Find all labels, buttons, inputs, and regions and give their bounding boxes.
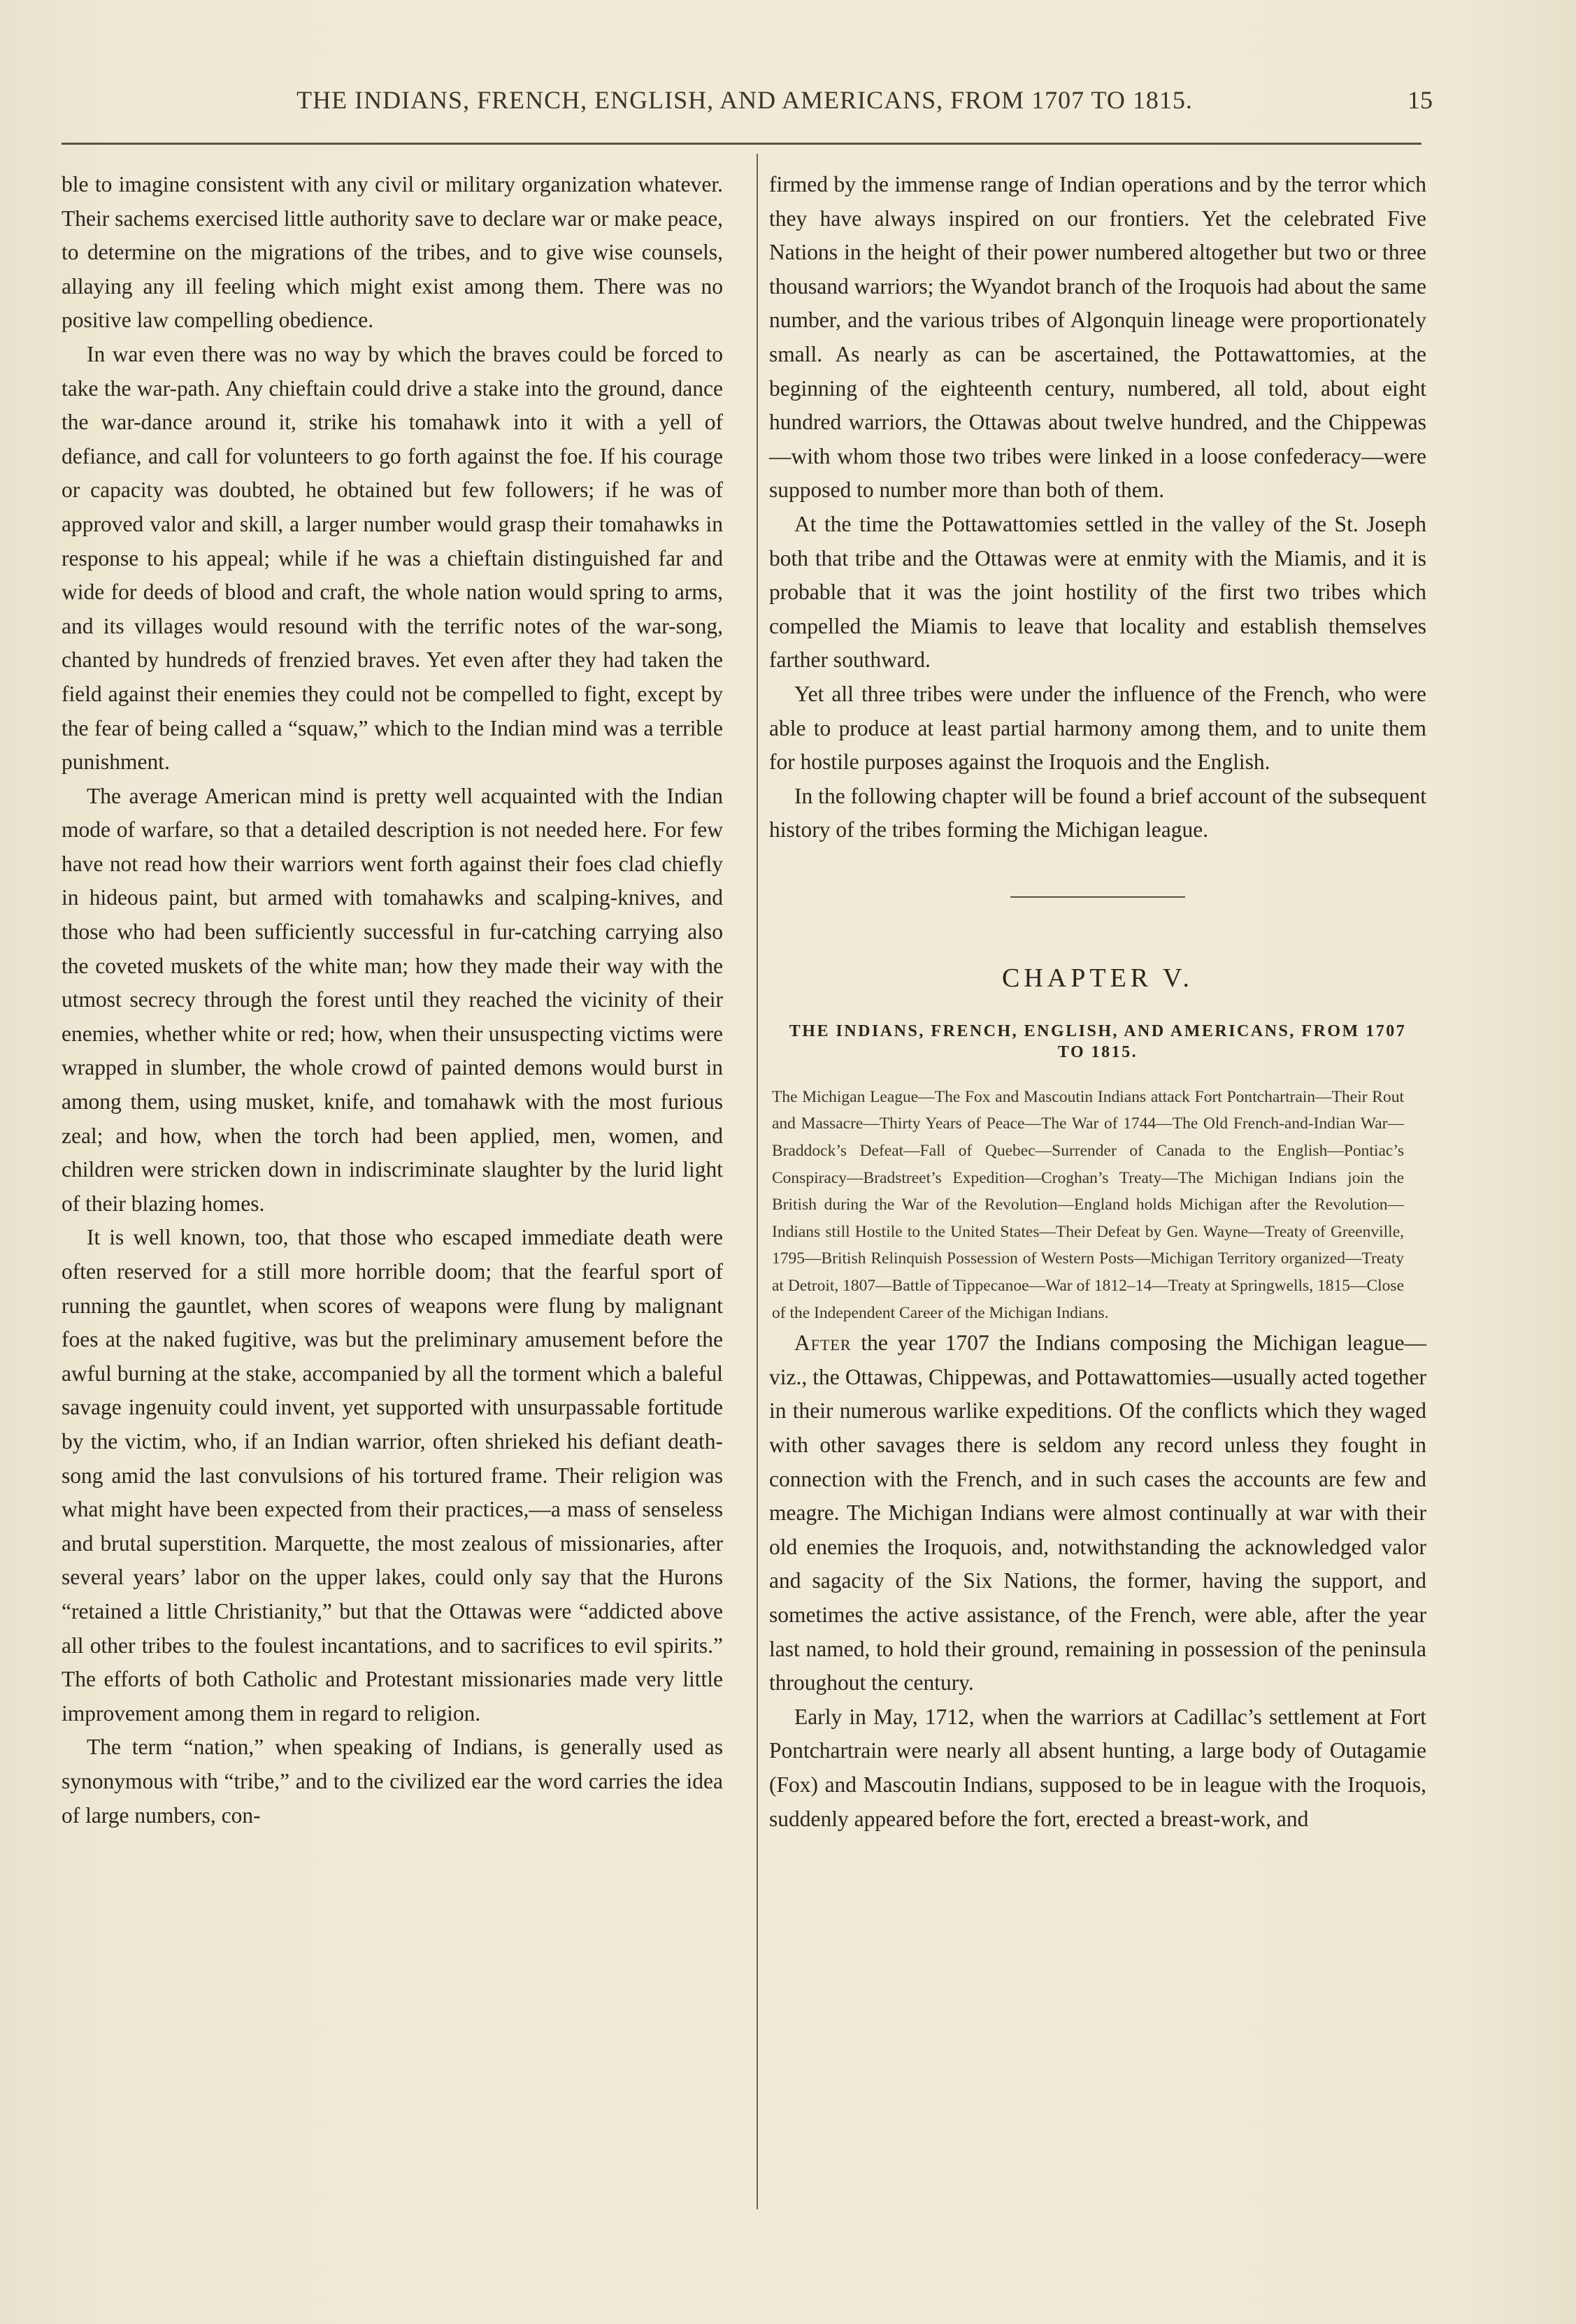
chapter-body-paragraph-1 xyxy=(769,1326,1426,1700)
right-paragraph-2: At the time the Pottawattomies settled in the valley of the St. Joseph both that tribe and the Ottawas were at enmity with the Miamis, and it is probable that it was the joint hostility of the first two tribes which compelled the Miamis to leave that locality and establish themselves farther southward. xyxy=(769,511,1426,673)
chapter-summary-text: The Michigan League—The Fox and Mascoutin Indians attack Fort Pontchartrain—Their Rout and Massacre—Thirty Years of Peace—The War of 1744—The Old French-and-Indian War—Braddock’s Defeat—Fall of Quebec—Surrender of Canada to the English—Pontiac’s Conspiracy—Bradstreet’s Expedition—Croghan’s Treaty—The Michigan Indians join the British during the War of the Revolution—England holds Michigan after the Revolution—Indians still Hostile to the United States—Their Defeat by Gen. Wayne—Treaty of Greenville, 1795—British Relinquish Possession of Western Posts—Michigan Territory organized—Treaty at Detroit, 1807—Battle of Tippecanoe—War of 1812–14—Treaty at Springwells, 1815—Close of the Independent Career of the Michigan Indians. xyxy=(772,1087,1404,1322)
left-paragraph-2: In war even there was no way by which the braves could be forced to take the war-path. Any chieftain could drive a stake into the ground, dance the war-dance around it, strike his tomahawk into it with a yell of defiance, and call for volunteers to go forth against the foe. If his courage or capacity was doubted, he obtained but few followers; if he was of approved valor and skill, a larger number would grasp their tomahawks in response to his appeal; while if he was a chieftain distinguished far and wide for deeds of blood and craft, the whole nation would spring to arms, and its villages would resound with the terrific notes of the war-song, chanted by hundreds of frenzied braves. Yet even after they had taken the field against their enemies they could not be compelled to fight, except by the fear of being called a “squaw,” which to the Indian mind was a terrible punishment. xyxy=(62,341,723,775)
chapter-subtitle: THE INDIANS, FRENCH, ENGLISH, AND AMERICANS, FROM 1707 TO 1815. xyxy=(789,1021,1407,1061)
lead-word: After xyxy=(794,1330,852,1356)
right-paragraph-4: In the following chapter will be found a brief account of the subsequent history of the tribes forming the Michigan league. xyxy=(769,783,1426,842)
left-paragraph-5: The term “nation,” when speaking of Indians, is generally used as synonymous with “tribe,” and to the civilized ear the word carries the idea of large numbers, con- xyxy=(62,1735,723,1828)
chapter-body-paragraph-1-text: the year 1707 the Indians composing the Michigan league—viz., the Ottawas, Chippewas, and Pottawattomies—usually acted together in their numerous warlike expeditions. Of the conflicts which they waged with other savages there is seldom any record unless they fought in connection with the French, and in such cases the accounts are few and meagre. The Michigan Indians were almost continually at war with their old enemies the Iroquois, and, notwithstanding the acknowledged valor and sagacity of the Six Nations, the former, having the support, and sometimes the active assistance, of the French, were able, after the year last named, to hold their ground, remaining in possession of the peninsula throughout the century. xyxy=(769,1330,1426,1695)
right-paragraph-3: Yet all three tribes were under the influence of the French, who were able to produce at least partial harmony among them, and to unite them for hostile purposes against the Iroquois and the English. xyxy=(769,681,1426,775)
section-divider-rule xyxy=(1010,896,1185,898)
page-number: 15 xyxy=(1407,86,1433,114)
chapter-summary xyxy=(769,1084,1426,1326)
chapter-title: CHAPTER V. xyxy=(1002,963,1194,993)
left-paragraph-3: The average American mind is pretty well acquainted with the Indian mode of warfare, so that a detailed description is not needed here. For few have not read how their warriors went forth against their foes clad chiefly in hideous paint, but armed with tomahawks and scalping-knives, and those who had been sufficiently successful in fur-catching carrying also the coveted muskets of the white man; how they made their way with the utmost secrecy through the forest until they reached the vicinity of their enemies, whether white or red; how, when their unsuspecting victims were wrapped in slumber, the whole crowd of painted demons would burst in among them, using musket, knife, and tomahawk with the most furious zeal; and how, when the torch had been applied, men, women, and children were stricken down in indiscriminate slaughter by the lurid light of their blazing homes. xyxy=(62,783,723,1216)
left-paragraph-1: ble to imagine consistent with any civil or military organization whatever. Their sachems exercised little authority save to declare war or make peace, to determine on the migrations of the tribes, and to give wise counsels, allaying any ill feeling which might exist among them. There was no positive law compelling obedience. xyxy=(62,172,723,333)
right-column xyxy=(769,168,1426,1836)
header-rule xyxy=(62,143,1421,145)
running-head-title: THE INDIANS, FRENCH, ENGLISH, AND AMERICANS, FROM 1707 TO 1815. xyxy=(296,86,1193,114)
chapter-body-paragraph-2: Early in May, 1712, when the warriors at Cadillac’s settlement at Fort Pontchartrain were nearly all absent hunting, a large body of Outagamie (Fox) and Mascoutin Indians, supposed to be in league with the Iroquois, suddenly appeared before the fort, erected a breast-work, and xyxy=(769,1704,1426,1831)
left-paragraph-4: It is well known, too, that those who escaped immediate death were often reserved for a still more horrible doom; that the fearful sport of running the gauntlet, when scores of weapons were flung by malignant foes at the naked fugitive, was but the preliminary amusement before the awful burning at the stake, accompanied by all the torment which a baleful savage ingenuity could invent, yet supported with unsurpassable fortitude by the victim, who, if an Indian warrior, often shrieked his defiant death-song amid the last convulsions of his tortured frame. Their religion was what might have been expected from their practices,—a mass of senseless and brutal superstition. Marquette, the most zealous of missionaries, after several years’ labor on the upper lakes, could only say that the Hurons “retained a little Christianity,” but that the Ottawas were “addicted above all other tribes to the foulest incantations, and to sacrifices to evil spirits.” The efforts of both Catholic and Protestant missionaries made very little improvement among them in regard to religion. xyxy=(62,1225,723,1726)
right-paragraph-1: firmed by the immense range of Indian operations and by the terror which they have always inspired on our frontiers. Yet the celebrated Five Nations in the height of their power numbered altogether but two or three thousand warriors; the Wyandot branch of the Iroquois had about the same number, and the various tribes of Algonquin lineage were proportionately small. As nearly as can be ascertained, the Pottawattomies, at the beginning of the eighteenth century, numbered, all told, about eight hundred warriors, the Ottawas about twelve hundred, and the Chippewas—with whom those two tribes were linked in a loose confederacy—were supposed to number more than both of them. xyxy=(769,172,1426,503)
left-column xyxy=(62,168,723,1832)
column-divider xyxy=(757,154,758,2209)
